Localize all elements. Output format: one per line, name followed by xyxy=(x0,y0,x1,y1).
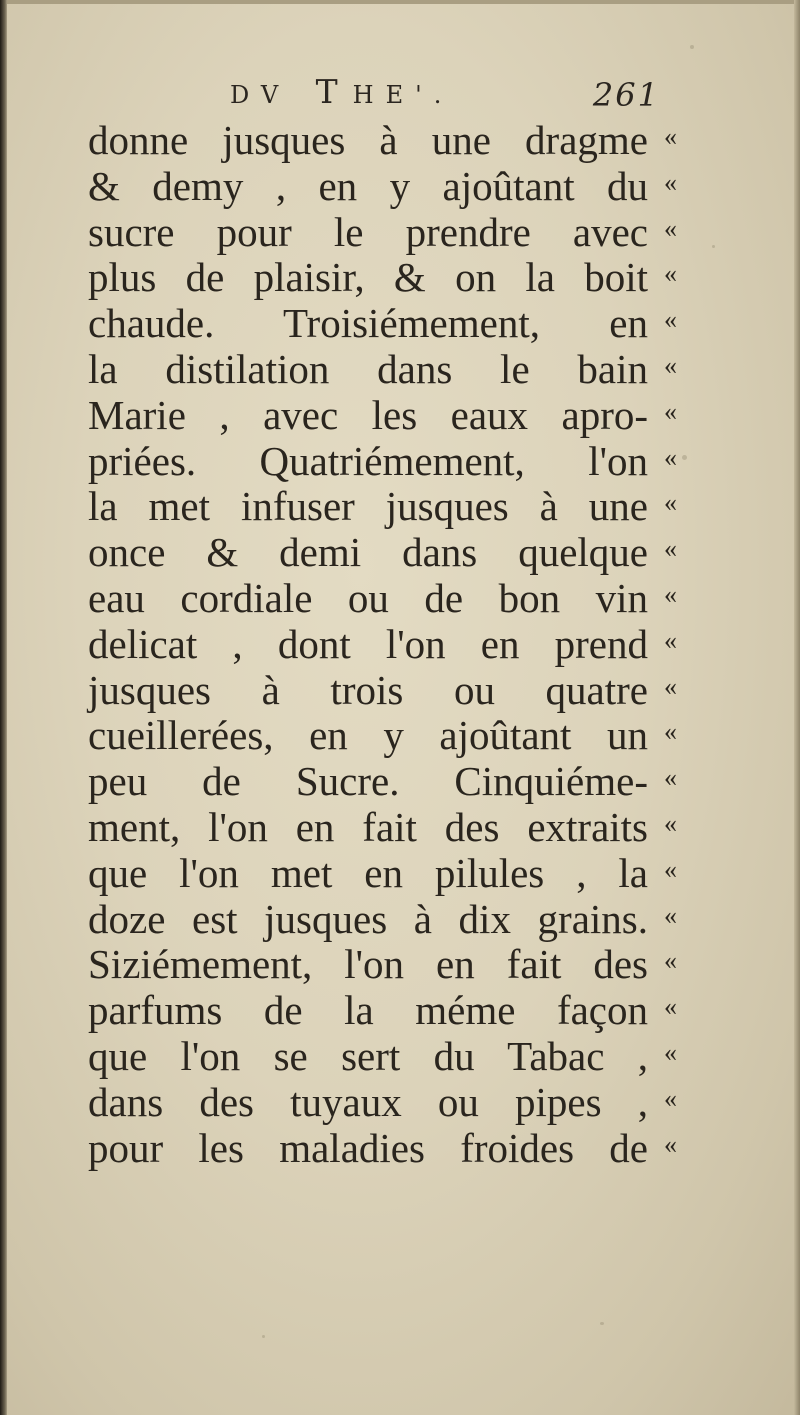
line-text: ment, l'on en fait des extraits xyxy=(88,803,648,850)
line-text: jusques à trois ou quatre xyxy=(88,666,648,713)
quote-mark: « xyxy=(664,763,676,793)
quote-mark: « xyxy=(664,671,676,701)
page-gutter-edge xyxy=(0,0,7,1415)
body-text xyxy=(88,117,676,1171)
running-head-rest: HE'. xyxy=(352,81,454,109)
quote-mark: « xyxy=(664,854,676,884)
paper-speck xyxy=(690,45,694,49)
text-line xyxy=(88,712,676,759)
text-line xyxy=(88,620,676,668)
quote-mark: « xyxy=(664,946,676,976)
line-text: la met infuser jusques à une xyxy=(88,483,648,530)
quote-mark: « xyxy=(664,1037,676,1067)
quote-mark: « xyxy=(664,900,676,930)
text-line xyxy=(88,1032,676,1080)
line-text: pour les maladies froides de xyxy=(88,1124,648,1171)
line-text: la distilation dans le bain xyxy=(88,345,648,392)
line-text: que l'on met en pilules , la xyxy=(88,849,648,896)
quote-mark: « xyxy=(664,122,676,151)
quote-mark: « xyxy=(664,579,676,609)
text-line xyxy=(88,254,676,301)
page-outer-edge xyxy=(794,0,800,1415)
running-head-title xyxy=(230,72,453,111)
quote-mark: « xyxy=(664,488,676,518)
line-text: eau cordiale ou de bon vin xyxy=(88,574,648,621)
line-text: donne jusques à une dragme xyxy=(88,117,648,163)
quote-mark: « xyxy=(664,305,676,335)
text-line xyxy=(88,941,676,988)
quote-mark: « xyxy=(664,992,676,1022)
line-text: sucre pour le prendre avec xyxy=(88,208,648,255)
text-line xyxy=(88,117,676,164)
text-line xyxy=(88,391,676,439)
line-text: plus de plaisir, & on la boit xyxy=(88,254,648,301)
text-line xyxy=(88,849,676,897)
line-text: delicat , dont l'on en prend xyxy=(88,620,648,667)
text-line xyxy=(88,803,676,851)
text-line xyxy=(88,1078,676,1126)
text-line xyxy=(88,987,676,1034)
line-text: cueillerées, en y ajoûtant un xyxy=(88,712,648,759)
quote-mark: « xyxy=(664,717,676,747)
line-text: priées. Quatriémement, l'on xyxy=(88,437,648,484)
page-number: 261 xyxy=(592,76,660,114)
page-top-edge xyxy=(0,0,800,4)
quote-mark: « xyxy=(664,1129,676,1159)
quote-mark: « xyxy=(664,350,676,380)
running-head-prefix: DV xyxy=(230,81,291,109)
text-line xyxy=(88,574,676,622)
quote-mark: « xyxy=(664,167,676,197)
quote-mark: « xyxy=(664,396,676,426)
quote-mark: « xyxy=(664,808,676,838)
line-text: doze est jusques à dix grains. xyxy=(88,895,648,942)
paper-speck xyxy=(712,245,715,248)
text-line xyxy=(88,483,676,530)
text-line xyxy=(88,208,676,256)
line-text: peu de Sucre. Cinquiéme- xyxy=(88,758,648,805)
line-text: & demy , en y ajoûtant du xyxy=(88,162,648,209)
line-text: parfums de la méme façon xyxy=(88,987,648,1034)
text-line xyxy=(88,895,676,943)
text-line xyxy=(88,1124,676,1172)
text-line xyxy=(88,162,676,210)
quote-mark: « xyxy=(664,442,676,472)
line-text: que l'on se sert du Tabac , xyxy=(88,1032,648,1079)
paper-speck xyxy=(600,1322,604,1325)
quote-mark: « xyxy=(664,625,676,655)
quote-mark: « xyxy=(664,534,676,564)
quote-mark: « xyxy=(664,259,676,289)
paper-speck xyxy=(262,1335,265,1338)
text-line xyxy=(88,666,676,714)
quote-mark: « xyxy=(664,213,676,243)
line-text: dans des tuyaux ou pipes , xyxy=(88,1078,648,1125)
text-line xyxy=(88,758,676,805)
line-text: once & demi dans quelque xyxy=(88,529,648,576)
text-line xyxy=(88,300,676,347)
quote-mark: « xyxy=(664,1083,676,1113)
running-head-main: T xyxy=(315,72,353,111)
line-text: Siziémement, l'on en fait des xyxy=(88,941,648,988)
paper-speck xyxy=(682,455,687,460)
text-line xyxy=(88,345,676,393)
line-text: Marie , avec les eaux apro- xyxy=(88,391,648,438)
line-text: chaude. Troisiémement, en xyxy=(88,300,648,347)
text-line xyxy=(88,437,676,485)
text-line xyxy=(88,529,676,576)
